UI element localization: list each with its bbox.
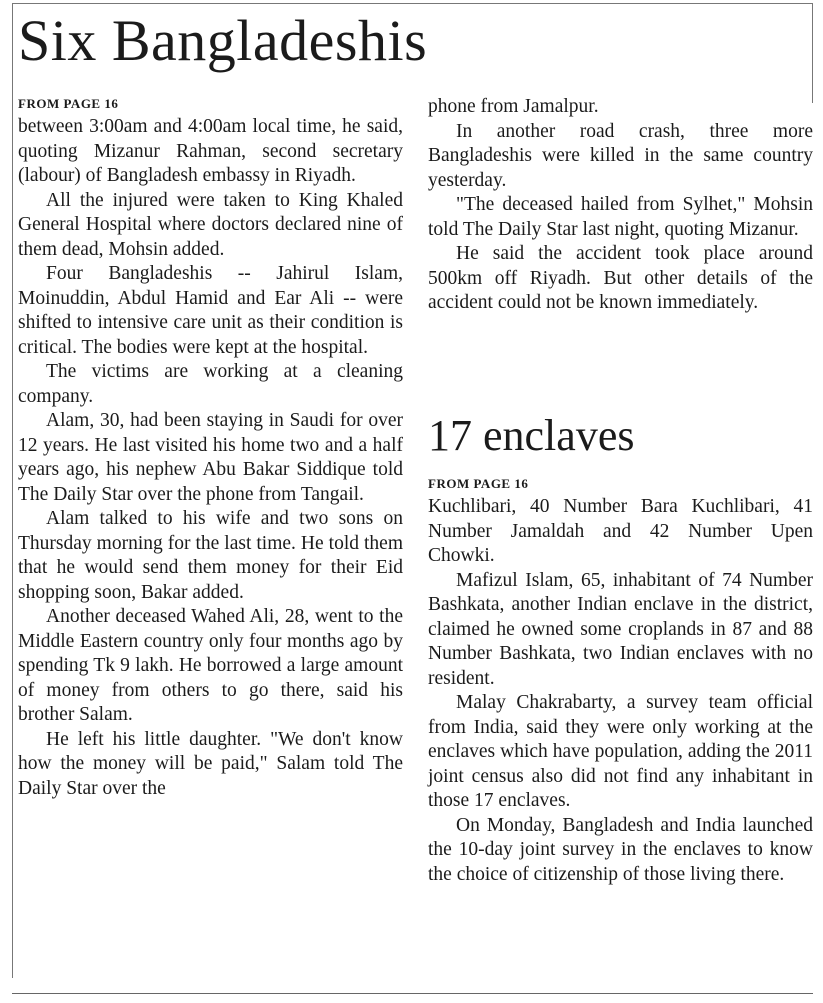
story1-paragraph: He left his little daughter. "We don't know how the money will be paid," Salam told The Daily Star over the: [18, 728, 403, 799]
story2-paragraph: Malay Chakrabarty, a survey team official from India, said they were only working at the enclaves which have population, adding the 2011 joint census also did not find any inhabitant in those 17 enclaves.: [428, 692, 813, 811]
story1-paragraph: He said the accident took place around 500km off Riyadh. But other details of the accident could not be known immediately.: [428, 243, 813, 313]
story1-headline: Six Bangladeshis: [18, 8, 428, 73]
story1-paragraph: Another deceased Wahed Ali, 28, went to the Middle Eastern country only four months ago by spending Tk 9 lakh. He borrowed a large amount of money from others to go there, said his brother Salam.: [18, 606, 403, 725]
story1-paragraph: All the injured were taken to King Khaled General Hospital where doctors declared nine of them dead, Mohsin added.: [18, 189, 403, 260]
story1-paragraph: between 3:00am and 4:00am local time, he said, quoting Mizanur Rahman, second secretary (labour) of Bangladesh embassy in Riyadh.: [18, 116, 403, 186]
story1-paragraph: The victims are working at a cleaning company.: [18, 361, 403, 407]
story1-paragraph: phone from Jamalpur.: [428, 96, 599, 117]
story2-headline: 17 enclaves: [428, 411, 635, 460]
story1-paragraph: "The deceased hailed from Sylhet," Mohsin told The Daily Star last night, quoting Mizanur.: [428, 194, 813, 240]
frame-rule-left: [12, 3, 13, 978]
story2-column: [428, 475, 813, 887]
frame-rule-bottom: [12, 993, 813, 994]
story1-paragraph: Four Bangladeshis -- Jahirul Islam, Moinuddin, Abdul Hamid and Ear Ali -- were shifted to intensive care unit as their condition is critical. The bodies were kept at the hospital.: [18, 263, 403, 358]
story2-paragraph: On Monday, Bangladesh and India launched the 10-day joint survey in the enclaves to know the choice of citizenship of those living there.: [428, 814, 813, 885]
story1-right-column: [428, 95, 813, 316]
story1-left-column: [18, 95, 403, 801]
frame-rule-right: [812, 3, 813, 103]
story2-paragraph: Mafizul Islam, 65, inhabitant of 74 Number Bashkata, another Indian enclave in the district, claimed he owned some croplands in 87 and 88 Number Bashkata, two Indian enclaves with no resident.: [428, 569, 813, 689]
story1-paragraph: Alam, 30, had been staying in Saudi for over 12 years. He last visited his home two and a half years ago, his nephew Abu Bakar Siddique told The Daily Star over the phone from Tangail.: [18, 410, 403, 505]
frame-rule-top: [12, 3, 813, 4]
story2-paragraph: Kuchlibari, 40 Number Bara Kuchlibari, 41 Number Jamaldah and 42 Number Upen Chowki.: [428, 496, 813, 566]
story1-paragraph: In another road crash, three more Bangladeshis were killed in the same country yesterday.: [428, 120, 813, 191]
story2-kicker: FROM PAGE 16: [428, 476, 529, 491]
story1-paragraph: Alam talked to his wife and two sons on Thursday morning for the last time. He told them that he would send them money for their Eid shopping soon, Bakar added.: [18, 508, 403, 603]
story1-kicker: FROM PAGE 16: [18, 96, 119, 111]
